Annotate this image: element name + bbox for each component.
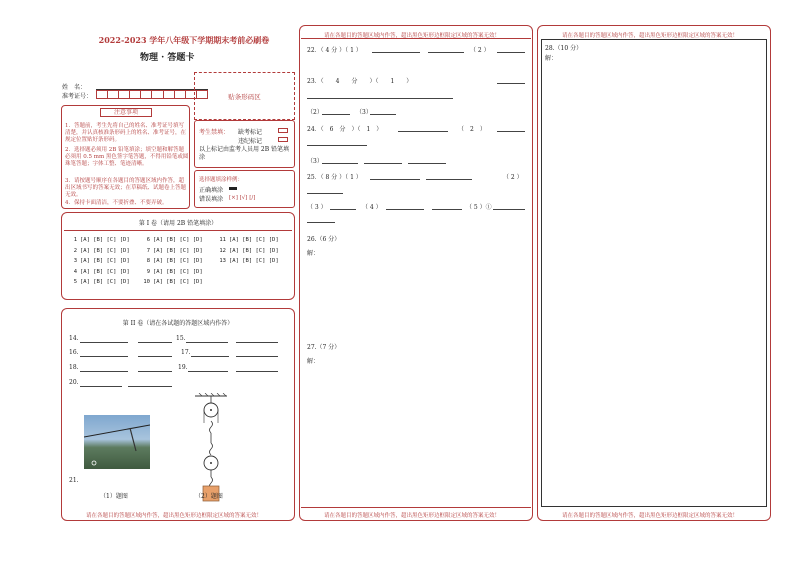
mc-question-3[interactable]: [69, 258, 130, 264]
mc-options[interactable]: [A] [B] [C] [D]: [80, 237, 130, 243]
q16-blank-2[interactable]: [138, 356, 172, 357]
mc-options[interactable]: [A] [B] [C] [D]: [229, 247, 279, 254]
mc-question-number: 2: [73, 247, 77, 254]
wrong-fill-label: 错误填涂: [199, 196, 224, 203]
mc-options[interactable]: [A] [B] [C] [D]: [229, 237, 279, 243]
q21-label: 21.: [69, 477, 79, 484]
notes-box: [61, 105, 190, 209]
correct-fill-label: 正确填涂: [199, 187, 224, 194]
mc-question-number: 8: [146, 258, 150, 264]
note-item-2: 2．选择题必须用 2B 铅笔填涂；填空题和解答题必须用 0.5 mm 黑色签字笔答题，不得用铅笔或圆珠笔答题；字体工整、笔迹清晰。: [65, 147, 189, 167]
violation-label: 违纪标记: [238, 138, 263, 145]
q25-blank-3[interactable]: [307, 193, 343, 194]
q22-label: 22．（ 4 分 ）（ 1 ）: [307, 47, 362, 54]
mc-question-4[interactable]: [69, 269, 130, 275]
q16-label: 16.: [69, 349, 79, 356]
mc-question-number: 13: [219, 258, 226, 264]
q19-blank-1[interactable]: [188, 371, 228, 372]
q23-blank-2[interactable]: [307, 98, 453, 99]
q25-part4: （ 4 ）: [362, 204, 382, 211]
q27-label: 27.（7 分）: [307, 344, 341, 351]
part1-box: [61, 212, 295, 300]
fig1-caption: （1）题图: [100, 493, 128, 500]
mc-question-5[interactable]: [69, 279, 130, 285]
q24-blank-5[interactable]: [364, 163, 402, 164]
q23-blank-3[interactable]: [322, 114, 350, 115]
q25-part2: （ 2 ）: [503, 174, 523, 181]
mc-question-number: 3: [73, 258, 77, 264]
mc-options[interactable]: [A] [B] [C] [D]: [153, 258, 203, 264]
q21-photo: [84, 415, 150, 469]
mc-options[interactable]: [A] [B] [C] [D]: [80, 279, 130, 285]
part2-title: 第 II 卷（请在各试题的答题区域内作答）: [122, 320, 234, 327]
q25-blank-8[interactable]: [307, 222, 335, 223]
q15-blank-2[interactable]: [236, 342, 278, 343]
mc-options[interactable]: [A] [B] [C] [D]: [229, 258, 279, 264]
q26-label: 26.（6 分）: [307, 236, 341, 243]
q19-label: 19.: [178, 364, 188, 371]
q24-part2: （ 2 ）: [458, 126, 486, 133]
col3-top-warning: 请在各题目的答题区域内作答，超出黑色矩形边框限定区域的答案无效！: [562, 33, 739, 39]
q20-blank-1[interactable]: [80, 386, 122, 387]
notes-title: 注意事项: [100, 108, 152, 117]
q14-blank-2[interactable]: [138, 342, 172, 343]
status-label: 考生禁填：: [199, 129, 230, 136]
q24-blank-3[interactable]: [307, 145, 367, 146]
note-item-3: 3．请按题号顺序在各题目的答题区域内作答，超出区域书写的答案无效；在草稿纸、试题卷上答题无效。: [65, 178, 187, 198]
subject-title: 物理 · 答题卡: [140, 53, 195, 63]
q20-blank-2[interactable]: [128, 386, 172, 387]
mc-question-number: 9: [146, 268, 150, 275]
mc-question-number: 4: [73, 268, 77, 275]
mc-question-1[interactable]: [69, 237, 130, 243]
mc-options[interactable]: [A] [B] [C] [D]: [153, 247, 203, 254]
q18-label: 18.: [69, 364, 79, 371]
note-item-1: 1．答题前，考生先将自己的姓名、准考证号填写清楚，并认真核准条形码上的姓名、准考证号，在规定位置贴好条形码。: [65, 123, 187, 143]
q14-label: 14.: [69, 335, 79, 342]
mc-options[interactable]: [A] [B] [C] [D]: [153, 279, 203, 285]
q25-blank-2[interactable]: [426, 179, 472, 180]
absent-label: 缺考标记: [238, 129, 263, 136]
mc-options[interactable]: [A] [B] [C] [D]: [80, 268, 130, 275]
mc-question-number: 12: [219, 247, 226, 254]
q19-blank-2[interactable]: [236, 371, 278, 372]
q23-part2: （2）: [307, 109, 323, 116]
q25-blank-6[interactable]: [432, 209, 462, 210]
mc-options[interactable]: [A] [B] [C] [D]: [80, 258, 130, 264]
mc-question-12[interactable]: [218, 248, 279, 254]
col2-top-warning: 请在各题目的答题区域内作答，超出黑色矩形边框限定区域的答案无效！: [324, 33, 501, 39]
barcode-label: 贴条形码区: [228, 92, 261, 101]
q25-label: 25．（ 8 分 ）（ 1 ）: [307, 174, 362, 181]
q18-blank-1[interactable]: [80, 371, 128, 372]
q25-blank-4[interactable]: [330, 209, 356, 210]
col1-footer-warning: 请在各题目的答题区域内作答，超出黑色矩形边框限定区域的答案无效！: [86, 513, 263, 519]
q28-label: 28.（10 分）: [545, 45, 583, 52]
mc-question-2[interactable]: [69, 248, 130, 254]
col2-footer-warning: 请在各题目的答题区域内作答，超出黑色矩形边框限定区域的答案无效！: [324, 513, 501, 519]
q18-blank-2[interactable]: [138, 371, 172, 372]
q15-blank-1[interactable]: [186, 342, 228, 343]
q17-blank-2[interactable]: [236, 356, 278, 357]
q24-blank-4[interactable]: [322, 163, 358, 164]
q23-blank-1[interactable]: [497, 83, 525, 84]
q24-blank-1[interactable]: [398, 131, 448, 132]
mc-options[interactable]: [A] [B] [C] [D]: [153, 268, 203, 275]
mc-question-number: 5: [73, 279, 77, 285]
q20-label: 20.: [69, 379, 79, 386]
wrong-fill-marks: [×] [√] [/]: [229, 195, 256, 201]
q23-label: 23．（ 4 分 ）（ 1 ）: [307, 78, 413, 85]
q17-label: 17.: [181, 349, 191, 356]
mc-question-9[interactable]: [142, 269, 203, 275]
violation-checkbox[interactable]: [278, 137, 288, 142]
mc-question-8[interactable]: [142, 258, 203, 264]
q15-label: 15.: [176, 335, 186, 342]
mc-options[interactable]: [A] [B] [C] [D]: [80, 247, 130, 254]
q23-part3: （3）: [356, 109, 372, 116]
fig2-caption: （2）题图: [195, 493, 223, 500]
part2-box: [61, 308, 295, 521]
q23-blank-4[interactable]: [370, 114, 396, 115]
q24-label: 24．（ 6 分 ）（ 1 ）: [307, 126, 383, 133]
mc-question-6[interactable]: [142, 237, 203, 243]
mc-question-10[interactable]: [142, 279, 203, 285]
fill-example-box: [194, 170, 295, 208]
q14-blank-1[interactable]: [80, 342, 128, 343]
mc-options[interactable]: [A] [B] [C] [D]: [153, 237, 203, 243]
note-item-4: 4．保持卡面清洁，不要折叠、不要弄破。: [65, 200, 168, 206]
part1-title: 第 I 卷（请用 2B 铅笔填涂）: [138, 220, 218, 227]
q28-solution-label: 解：: [545, 55, 558, 62]
q24-blank-6[interactable]: [408, 163, 446, 164]
q25-part5: （ 5 ）①: [466, 204, 492, 211]
fill-example-title: 选择题填涂样例：: [199, 177, 244, 183]
correct-fill-mark: [229, 187, 237, 190]
q25-blank-1[interactable]: [370, 179, 420, 180]
mc-question-number: 11: [219, 237, 226, 243]
q22-blank-2[interactable]: [428, 52, 464, 53]
mc-question-number: 6: [146, 237, 150, 243]
q27-answer-area[interactable]: [305, 366, 527, 506]
mc-question-11[interactable]: [218, 237, 279, 243]
q26-solution-label: 解：: [307, 250, 320, 257]
mc-question-number: 7: [146, 247, 150, 254]
q22-blank-3[interactable]: [497, 52, 525, 53]
barcode-area: [194, 72, 295, 120]
mc-question-13[interactable]: [218, 258, 279, 264]
status-note: 以上标记由监考人员用 2B 铅笔填涂: [199, 146, 290, 161]
q17-blank-1[interactable]: [191, 356, 229, 357]
name-label: 姓 名：: [62, 84, 87, 91]
absent-checkbox[interactable]: [278, 128, 288, 133]
ticket-label: 准考证号：: [62, 93, 93, 100]
q27-solution-label: 解：: [307, 358, 320, 365]
col3-footer-warning: 请在各题目的答题区域内作答，超出黑色矩形边框限定区域的答案无效！: [562, 513, 739, 519]
status-box: [194, 120, 295, 168]
exam-title: 2022-2023 学年八年级下学期期末考前必刷卷: [98, 35, 270, 45]
mc-question-7[interactable]: [142, 248, 203, 254]
q25-blank-7[interactable]: [493, 209, 525, 210]
q25-part3: （ 3 ）: [307, 204, 327, 211]
q28-answer-frame[interactable]: [541, 39, 767, 507]
mc-question-number: 10: [143, 279, 150, 285]
mc-question-number: 1: [73, 237, 77, 243]
q25-blank-5[interactable]: [386, 209, 424, 210]
q22-blank-1[interactable]: [372, 52, 420, 53]
ticket-number-boxes[interactable]: [96, 90, 208, 99]
q16-blank-1[interactable]: [80, 356, 128, 357]
q22-part2: （ 2 ）: [470, 47, 490, 54]
q24-blank-2[interactable]: [497, 131, 525, 132]
q24-part3: （3）: [307, 158, 323, 165]
q26-answer-area[interactable]: [305, 258, 527, 338]
